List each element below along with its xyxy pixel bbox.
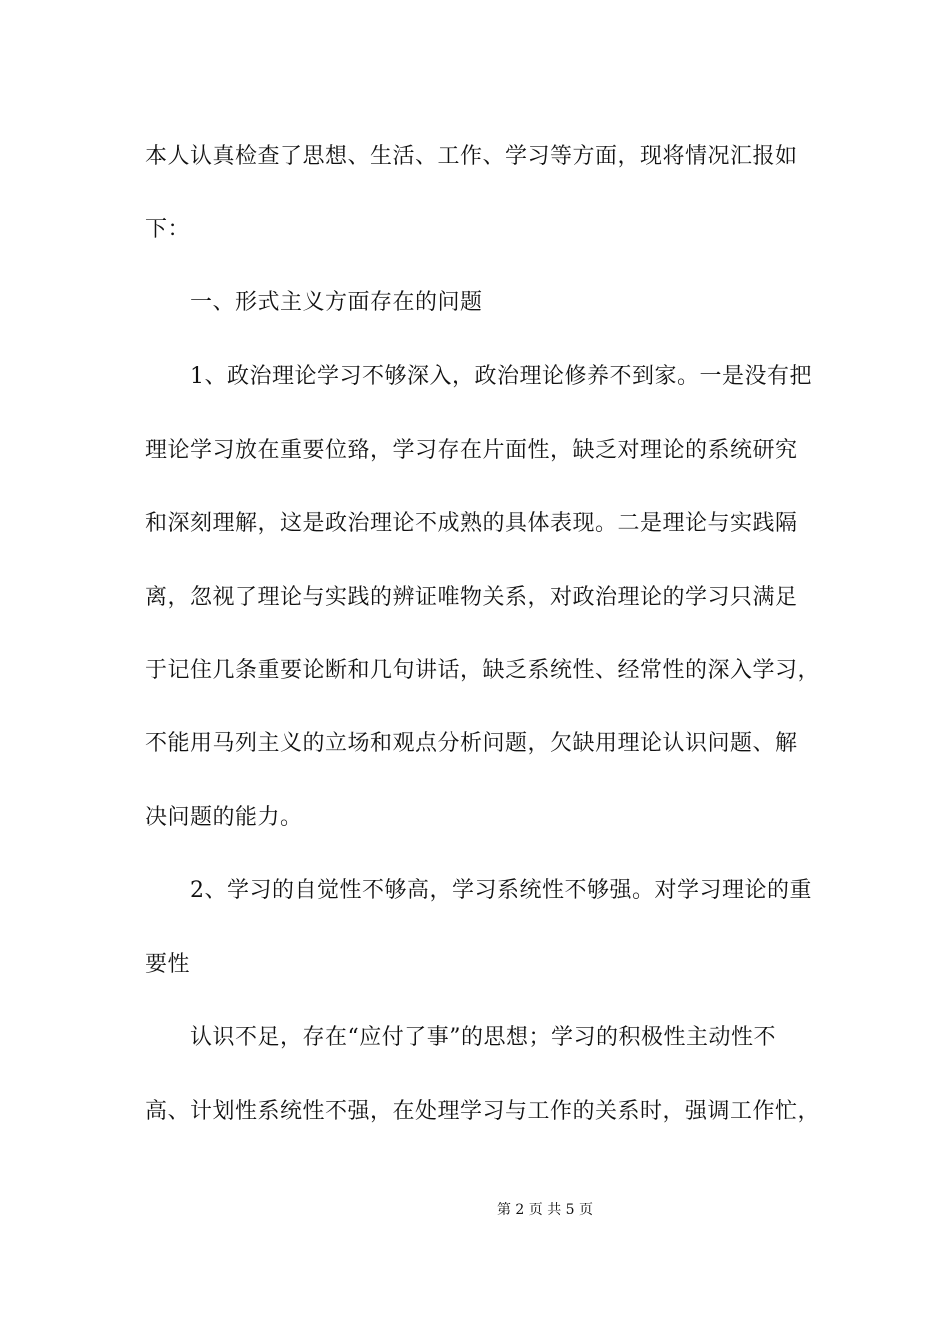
paragraph-line-1: 本人认真检查了思想、生活、工作、学习等方面，现将情况汇报如	[145, 144, 798, 169]
paragraph-line-8: 于记住几条重要论断和几句讲话，缺乏系统性、经常性的深入学习，	[145, 658, 821, 683]
paragraph-line-10: 决问题的能力。	[145, 805, 303, 830]
paragraph-line-4: 1、政治理论学习不够深入，政治理论修养不到家。一是没有把	[190, 364, 812, 389]
paragraph-line-2: 下：	[145, 217, 191, 242]
paragraph-line-12: 要性	[145, 952, 191, 977]
page-footer: 第 2 页 共 5 页	[496, 1202, 594, 1218]
paragraph-line-6: 和深刻理解，这是政治理论不成熟的具体表现。二是理论与实践隔	[145, 511, 798, 536]
paragraph-line-7: 离，忽视了理论与实践的辨证唯物关系，对政治理论的学习只满足	[145, 585, 798, 610]
section-heading: 一、形式主义方面存在的问题	[190, 290, 483, 315]
paragraph-line-13: 认识不足，存在“应付了事”的思想；学习的积极性主动性不	[190, 1025, 776, 1050]
paragraph-line-14: 高、计划性系统性不强，在处理学习与工作的关系时，强调工作忙，	[145, 1099, 821, 1124]
paragraph-line-5: 理论学习放在重要位臵，学习存在片面性，缺乏对理论的系统研究	[145, 438, 798, 463]
paragraph-line-11: 2、学习的自觉性不够高，学习系统性不够强。对学习理论的重	[190, 878, 812, 903]
paragraph-line-9: 不能用马列主义的立场和观点分析问题，欠缺用理论认识问题、解	[145, 731, 798, 756]
